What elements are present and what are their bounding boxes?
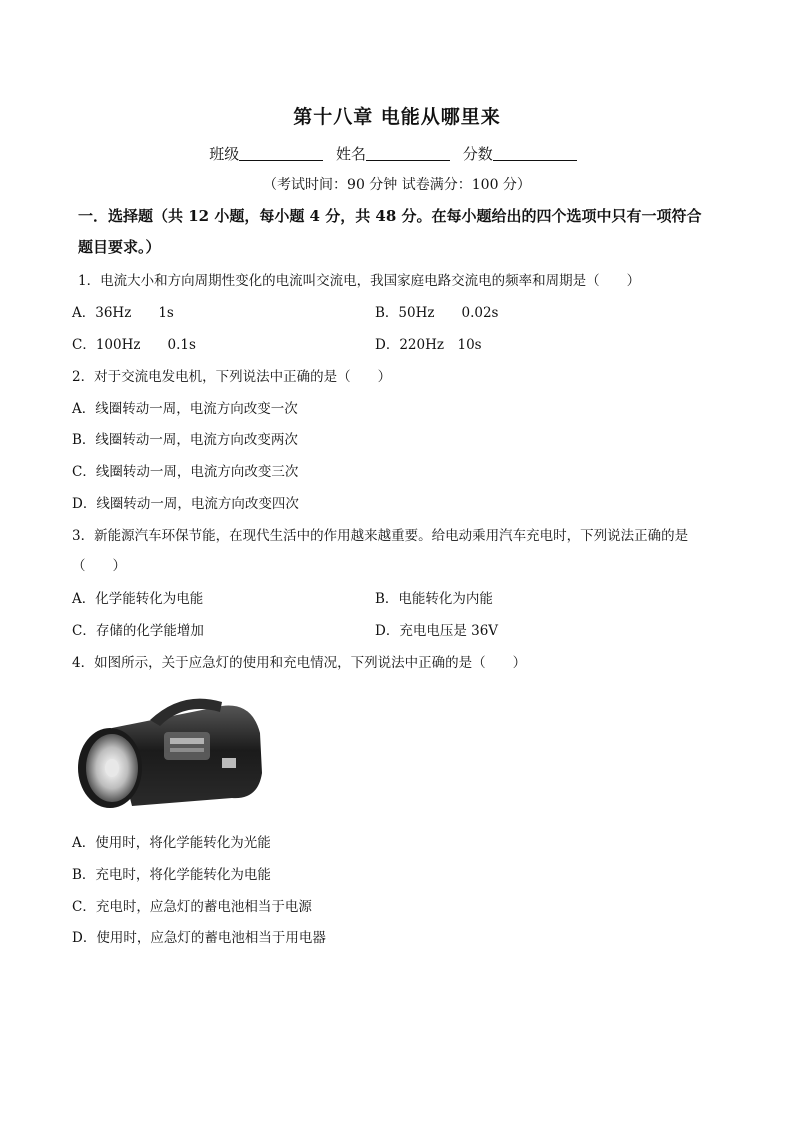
q1-option-b[interactable]: B．50Hz 0.02s bbox=[375, 305, 499, 321]
q2-stem: 2．对于交流电发电机，下列说法中正确的是（ ） bbox=[72, 369, 392, 385]
q3-option-c[interactable]: C．存储的化学能增加 bbox=[72, 623, 204, 639]
q4-option-c[interactable]: C．充电时，应急灯的蓄电池相当于电源 bbox=[72, 899, 312, 915]
name-label: 姓名 bbox=[335, 145, 366, 163]
q2-option-a[interactable]: A．线圈转动一周，电流方向改变一次 bbox=[72, 401, 298, 417]
q3-option-a[interactable]: A．化学能转化为电能 bbox=[72, 591, 204, 607]
q3-option-d[interactable]: D．充电电压是 36V bbox=[375, 623, 499, 639]
q1-option-c[interactable]: C．100Hz 0.1s bbox=[72, 337, 196, 353]
lamp-bulb bbox=[105, 759, 119, 777]
section-heading-line1: 一．选择题（共 12 小题，每小题 4 分，共 48 分。在每小题给出的四个选项中只有一项符合 bbox=[78, 207, 702, 225]
q4-option-b[interactable]: B．充电时，将化学能转化为电能 bbox=[72, 867, 271, 883]
q4-option-d[interactable]: D．使用时，应急灯的蓄电池相当于用电器 bbox=[72, 930, 326, 946]
score-label: 分数 bbox=[462, 145, 493, 163]
lamp-switch bbox=[222, 758, 236, 768]
page-title: 第十八章 电能从哪里来 bbox=[293, 106, 501, 128]
q3-stem-continued: （ ） bbox=[72, 558, 126, 574]
q4-option-a[interactable]: A．使用时，将化学能转化为光能 bbox=[72, 835, 271, 851]
name-blank[interactable] bbox=[366, 146, 450, 161]
lamp-panel bbox=[164, 732, 210, 760]
q3-option-b[interactable]: B．电能转化为内能 bbox=[375, 591, 493, 607]
q3-stem: 3．新能源汽车环保节能，在现代生活中的作用越来越重要。给电动乘用汽车充电时，下列说法正确的是 bbox=[72, 528, 689, 544]
class-label: 班级 bbox=[209, 145, 240, 163]
emergency-lamp-figure bbox=[72, 688, 268, 816]
q2-option-d[interactable]: D．线圈转动一周，电流方向改变四次 bbox=[72, 496, 299, 512]
student-info-row bbox=[0, 143, 794, 164]
q2-option-b[interactable]: B．线圈转动一周，电流方向改变两次 bbox=[72, 432, 298, 448]
q1-stem: 1．电流大小和方向周期性变化的电流叫交流电，我国家庭电路交流电的频率和周期是（ ） bbox=[78, 273, 641, 289]
lamp-panel-stripe bbox=[170, 738, 204, 744]
q2-option-c[interactable]: C．线圈转动一周，电流方向改变三次 bbox=[72, 464, 299, 480]
class-blank[interactable] bbox=[239, 146, 323, 161]
q1-option-d[interactable]: D．220Hz 10s bbox=[375, 337, 482, 353]
lamp-panel-stripe-2 bbox=[170, 748, 204, 752]
section-heading-line2: 题目要求。） bbox=[78, 238, 161, 256]
q4-stem: 4．如图所示，关于应急灯的使用和充电情况，下列说法中正确的是（ ） bbox=[72, 655, 527, 671]
exam-note: （考试时间：90 分钟 试卷满分：100 分） bbox=[263, 177, 531, 193]
q1-option-a[interactable]: A．36Hz 1s bbox=[72, 305, 174, 321]
score-blank[interactable] bbox=[493, 146, 577, 161]
